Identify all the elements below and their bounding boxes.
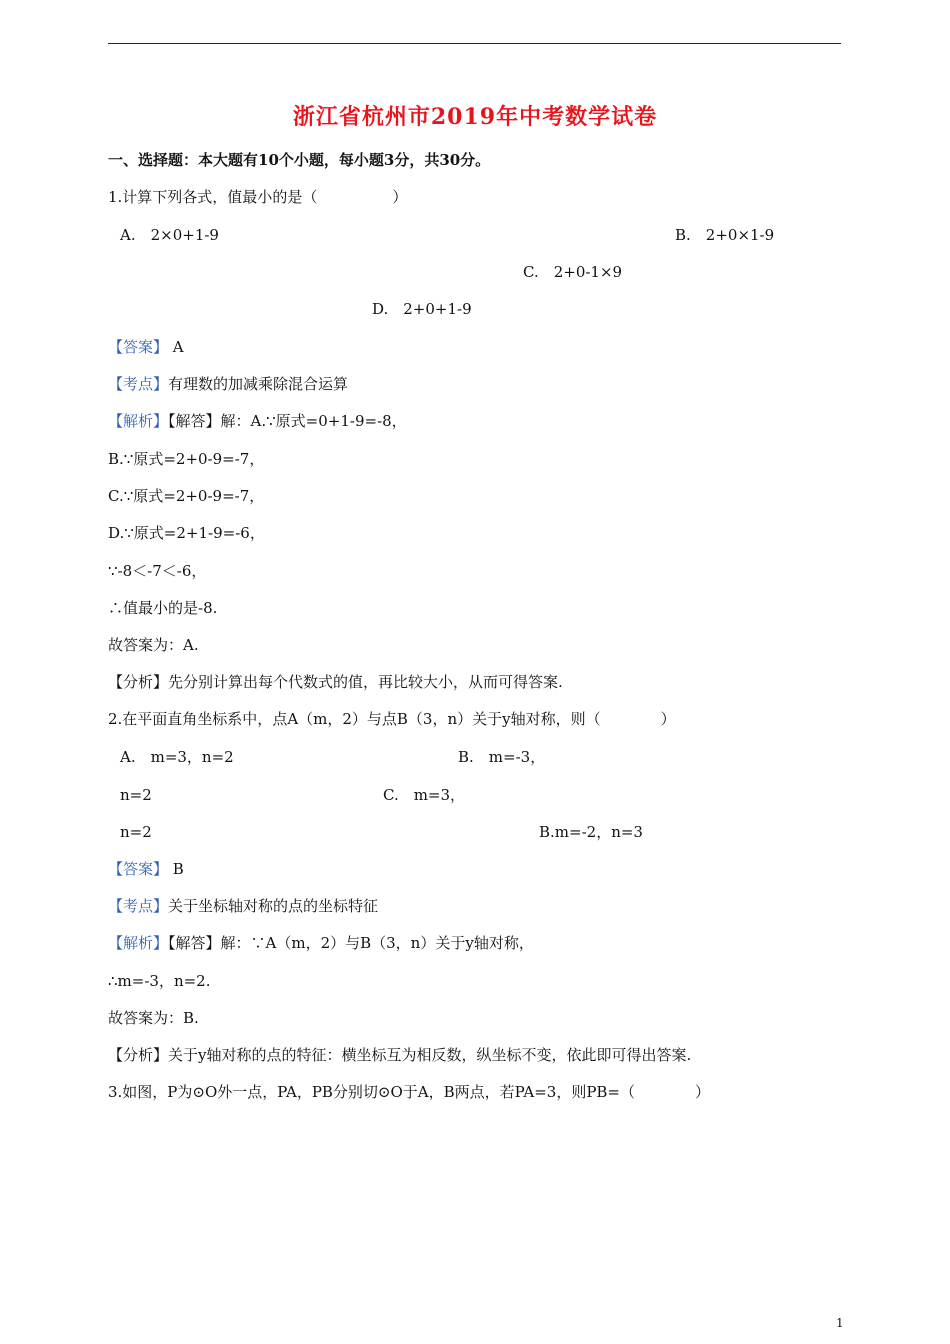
answer-value: A	[172, 338, 184, 356]
analysis-text: 【解答】解：A.∵原式=0+1-9=-8，	[168, 412, 407, 430]
answer-tag: 【答案】	[108, 860, 169, 878]
q2-line: 故答案为：B.	[108, 1009, 199, 1027]
point-text: 关于坐标轴对称的点的坐标特征	[168, 897, 379, 915]
q2-option-d: B.m=-2，n=3	[539, 823, 643, 841]
section-heading: 一、选择题：本大题有10个小题，每小题3分，共30分。	[108, 151, 491, 169]
q1-line: ∴值最小的是-8.	[108, 599, 218, 617]
q1-option-b: B. 2+0×1-9	[675, 226, 775, 244]
answer-tag: 【答案】	[108, 338, 169, 356]
q2-option-b: B. m=-3，	[458, 748, 546, 766]
page-title: 浙江省杭州市2019年中考数学试卷	[292, 104, 658, 130]
question-2-stem: 2.在平面直角坐标系中，点A（m，2）与点B（3，n）关于y轴对称，则（ ）	[108, 710, 676, 728]
q1-line: 故答案为：A.	[108, 636, 199, 654]
question-1-stem: 1.计算下列各式，值最小的是（ ）	[108, 188, 408, 206]
header-rule	[108, 43, 841, 44]
analysis-tag: 【解析】	[108, 934, 169, 952]
question-3-stem: 3.如图，P为⊙O外一点，PA，PB分别切⊙O于A，B两点，若PA=3，则PB=（ ）	[108, 1083, 711, 1101]
analysis-text: 【解答】解：∵A（m，2）与B（3，n）关于y轴对称，	[168, 934, 534, 952]
q2-option-c: C. m=3，	[383, 786, 466, 804]
q2-option-b-cont: n=2	[120, 786, 152, 804]
page-number: 1	[836, 1316, 844, 1330]
point-tag: 【考点】	[108, 897, 169, 915]
point-tag: 【考点】	[108, 375, 169, 393]
point-text: 有理数的加减乘除混合运算	[168, 375, 349, 393]
q1-line: C.∵原式=2+0-9=-7，	[108, 487, 265, 505]
q2-line: 【分析】关于y轴对称的点的特征：横坐标互为相反数，纵坐标不变，依此即可得出答案.	[108, 1046, 692, 1064]
q1-option-d: D. 2+0+1-9	[372, 300, 472, 318]
q2-answer	[108, 859, 184, 879]
q1-line: ∵-8＜-7＜-6，	[108, 562, 207, 580]
q1-analysis	[108, 411, 407, 431]
q1-answer	[108, 337, 184, 357]
q1-line: D.∵原式=2+1-9=-6，	[108, 524, 265, 542]
q2-analysis	[108, 933, 534, 953]
q1-option-a: A. 2×0+1-9	[120, 226, 219, 244]
q2-point	[108, 896, 378, 916]
q1-line: B.∵原式=2+0-9=-7，	[108, 450, 265, 468]
q2-option-a: A. m=3，n=2	[120, 748, 234, 766]
q1-option-c: C. 2+0-1×9	[523, 263, 623, 281]
q1-line: 【分析】先分别计算出每个代数式的值，再比较大小，从而可得答案.	[108, 673, 563, 691]
q2-option-c-cont: n=2	[120, 823, 152, 841]
q1-point	[108, 374, 348, 394]
q2-line: ∴m=-3，n=2.	[108, 972, 211, 990]
analysis-tag: 【解析】	[108, 412, 169, 430]
answer-value: B	[172, 860, 184, 878]
